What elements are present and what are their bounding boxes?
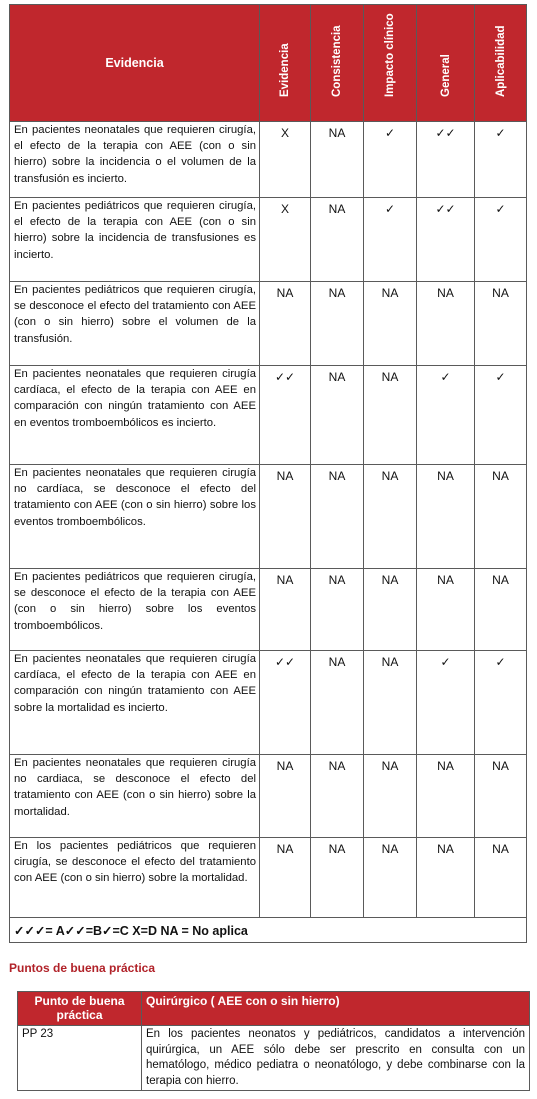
evidence-statement: En pacientes neonatales que requieren cirugía cardíaca, el efecto de la terapia con AEE en comparación con ningún tratamiento con AEE sobre la mortalidad es incierto.: [10, 651, 260, 755]
header-impacto-clinico: Impacto clínico: [364, 5, 417, 122]
grade-evidencia: X: [260, 122, 311, 198]
grade-general: NA: [417, 755, 475, 838]
evidence-statement: En pacientes neonatales que requieren cirugía cardíaca, el efecto de la terapia con AEE en comparación con ningún tratamiento con AEE en eventos tromboembólicos es incierto.: [10, 366, 260, 465]
grade-legend: ✓✓✓= A✓✓=B✓=C X=D NA = No aplica: [10, 918, 527, 943]
grade-general: NA: [417, 282, 475, 366]
grade-aplicabilidad: ✓: [475, 198, 527, 282]
grade-general: NA: [417, 838, 475, 918]
grade-aplicabilidad: ✓: [475, 122, 527, 198]
good-practice-heading: Puntos de buena práctica: [9, 961, 156, 975]
evidence-statement: En pacientes pediátricos que requieren cirugía, el efecto de la terapia con AEE (con o sin hierro) sobre la incidencia de transfusiones es incierto.: [10, 198, 260, 282]
grade-aplicabilidad: NA: [475, 569, 527, 651]
grade-evidencia: X: [260, 198, 311, 282]
evidence-statement: En pacientes pediátricos que requieren cirugía, se desconoce el efecto del tratamiento con AEE (con o sin hierro) sobre el volumen de la transfusión.: [10, 282, 260, 366]
table-row: [10, 282, 527, 366]
grade-general: ✓: [417, 651, 475, 755]
table-row: [10, 198, 527, 282]
legend-row: [10, 918, 527, 943]
grade-evidencia: NA: [260, 465, 311, 569]
grade-impacto-clinico: NA: [364, 569, 417, 651]
evidence-statement: En pacientes neonatales que requieren cirugía no cardíaca, se desconoce el efecto del tratamiento con AEE (con o sin hierro) sobre los eventos tromboembólicos.: [10, 465, 260, 569]
grade-impacto-clinico: ✓: [364, 122, 417, 198]
grade-impacto-clinico: ✓: [364, 198, 417, 282]
grade-consistencia: NA: [311, 569, 364, 651]
grade-consistencia: NA: [311, 838, 364, 918]
header-general: General: [417, 5, 475, 122]
good-practice-id: PP 23: [18, 1026, 142, 1091]
table-row: [10, 755, 527, 838]
evidence-statement: En pacientes neonatales que requieren cirugía no cardiaca, se desconoce el efecto del tratamiento con AEE (con o sin hierro) sobre la mortalidad.: [10, 755, 260, 838]
good-practice-text: En los pacientes neonatos y pediátricos, candidatos a intervención quirúrgica, un AEE sólo debe ser prescrito en consulta con un hematólogo, médico pediatra o neonatólogo, y debe combinarse con la terapia con hierro.: [142, 1026, 530, 1091]
table-row: [10, 651, 527, 755]
grade-impacto-clinico: NA: [364, 838, 417, 918]
evidence-statement: En pacientes pediátricos que requieren cirugía, se desconoce el efecto de la terapia con AEE (con o sin hierro) sobre los eventos tromboembólicos.: [10, 569, 260, 651]
grade-aplicabilidad: NA: [475, 755, 527, 838]
grade-aplicabilidad: ✓: [475, 366, 527, 465]
table-header-row: [10, 5, 527, 122]
header-statement: Evidencia: [10, 5, 260, 122]
table-row: [10, 366, 527, 465]
grade-evidencia: ✓✓: [260, 651, 311, 755]
grade-aplicabilidad: ✓: [475, 651, 527, 755]
evidence-table: [9, 4, 527, 943]
grade-consistencia: NA: [311, 366, 364, 465]
header-consistencia: Consistencia: [311, 5, 364, 122]
header-evidencia: Evidencia: [260, 5, 311, 122]
grade-evidencia: NA: [260, 838, 311, 918]
grade-evidencia: NA: [260, 282, 311, 366]
table-row: [10, 465, 527, 569]
good-practice-table: [17, 991, 530, 1091]
header-aplicabilidad: Aplicabilidad: [475, 5, 527, 122]
grade-general: ✓: [417, 366, 475, 465]
grade-consistencia: NA: [311, 282, 364, 366]
grade-consistencia: NA: [311, 465, 364, 569]
table-row: [10, 122, 527, 198]
good-practice-col1-header: Punto de buena práctica: [18, 992, 142, 1026]
grade-general: NA: [417, 465, 475, 569]
good-practice-header-row: [18, 992, 530, 1026]
good-practice-col2-header: Quirúrgico ( AEE con o sin hierro): [142, 992, 530, 1026]
grade-evidencia: ✓✓: [260, 366, 311, 465]
grade-general: ✓✓: [417, 198, 475, 282]
grade-consistencia: NA: [311, 755, 364, 838]
grade-impacto-clinico: NA: [364, 366, 417, 465]
grade-impacto-clinico: NA: [364, 282, 417, 366]
grade-consistencia: NA: [311, 122, 364, 198]
good-practice-row: [18, 1026, 530, 1091]
grade-general: ✓✓: [417, 122, 475, 198]
grade-impacto-clinico: NA: [364, 465, 417, 569]
grade-impacto-clinico: NA: [364, 651, 417, 755]
grade-aplicabilidad: NA: [475, 282, 527, 366]
table-row: [10, 838, 527, 918]
grade-consistencia: NA: [311, 651, 364, 755]
grade-aplicabilidad: NA: [475, 838, 527, 918]
grade-evidencia: NA: [260, 755, 311, 838]
table-row: [10, 569, 527, 651]
grade-aplicabilidad: NA: [475, 465, 527, 569]
evidence-statement: En los pacientes pediátricos que requieren cirugía, se desconoce el efecto del tratamiento con AEE (con o sin hierro) sobre la mortalidad.: [10, 838, 260, 918]
grade-impacto-clinico: NA: [364, 755, 417, 838]
grade-general: NA: [417, 569, 475, 651]
grade-evidencia: NA: [260, 569, 311, 651]
grade-consistencia: NA: [311, 198, 364, 282]
evidence-statement: En pacientes neonatales que requieren cirugía, el efecto de la terapia con AEE (con o sin hierro) sobre la incidencia o el volumen de la transfusión es incierto.: [10, 122, 260, 198]
